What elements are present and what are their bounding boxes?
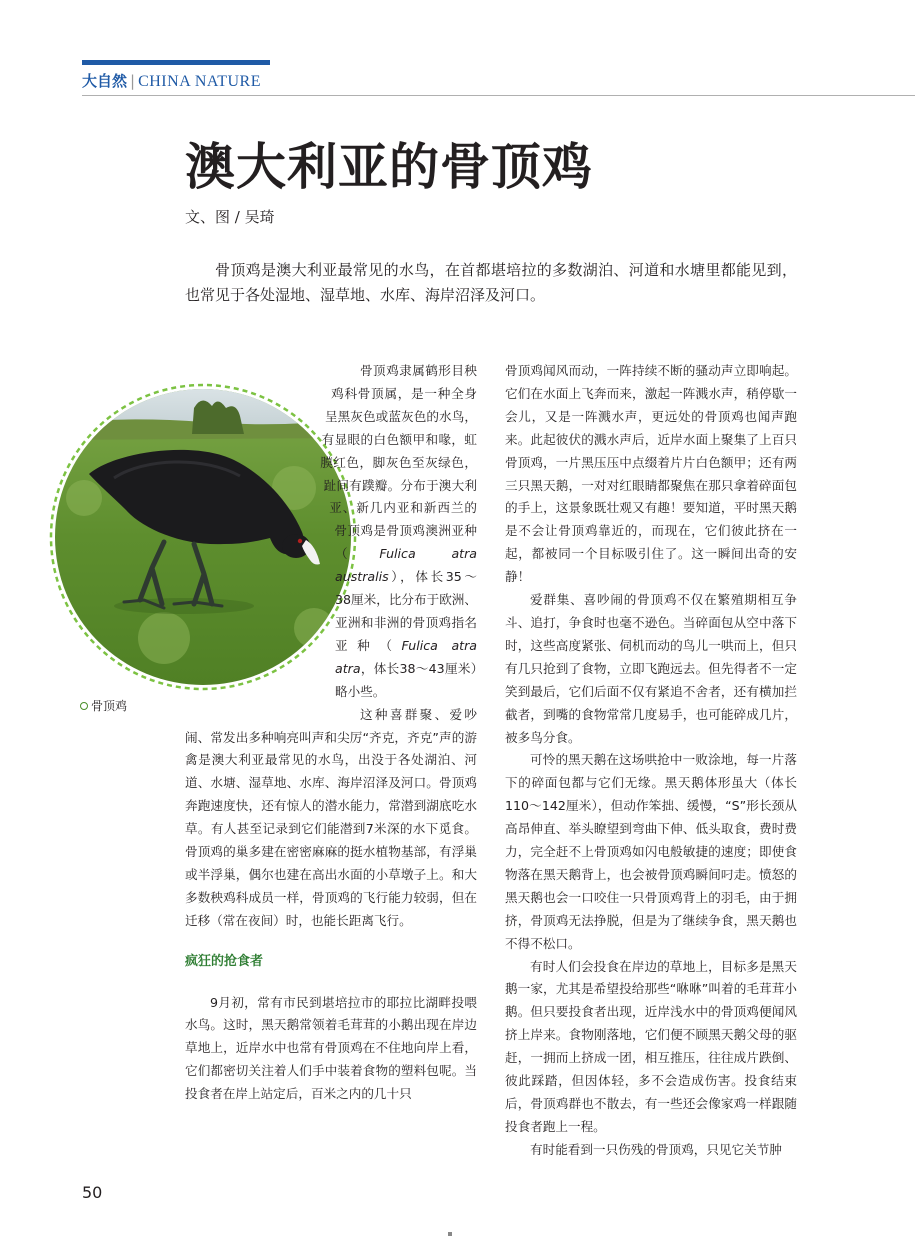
page-number: 50 — [82, 1183, 103, 1202]
caption-text: 骨顶鸡 — [91, 699, 128, 713]
photo-wrap-space — [185, 360, 335, 725]
right-paragraph-4: 有时人们会投食在岸边的草地上，目标多是黑天鹅一家，尤其是希望投给那些“咻咻”叫着的毛茸茸小鹅。但只要投食者出现，近岸浅水中的骨顶鸡便闻风挤上岸来。食物刚落地，它们便不顾黑天鹅父母的驱赶，一拥而上挤成一团，相互推压，往往成片跌倒、彼此踩踏，但因体轻，多不会造成伤害。投食结束后，骨顶鸡群也不散去，有一些还会像家鸡一样跟随投食者跑上一程。 — [505, 958, 797, 1134]
left-column — [185, 360, 477, 1106]
section-name-zh: 大自然 — [82, 72, 128, 90]
article-title: 澳大利亚的骨顶鸡 — [185, 138, 593, 196]
right-paragraph-5: 有时能看到一只伤残的骨顶鸡，只见它关节肿 — [530, 1141, 782, 1157]
right-paragraph-3: 可怜的黑天鹅在这场哄抢中一败涂地，每一片落下的碎面包都与它们无缘。黑天鹅体形虽大（体长110～142厘米），但动作笨拙、缓慢，“S”形长颈从高昂伸直、举头瞭望到弯曲下伸、低头取食，费时费力，完全赶不上骨顶鸡如闪电般敏捷的速度；即使食物落在黑天鹅背上，也会被骨顶鸡瞬间叼走。愤怒的黑天鹅也会一口咬住一只骨顶鸡背上的羽毛，由于拥挤，骨顶鸡无法挣脱，但是为了继续争食，黑天鹅也不得不松口。 — [505, 752, 797, 951]
section-heading: 疯狂的抢食者 — [185, 953, 264, 969]
caption-bullet-icon — [80, 702, 88, 710]
center-mark — [448, 1232, 452, 1236]
section-header — [82, 70, 261, 93]
article-intro: 骨顶鸡是澳大利亚最常见的水鸟，在首都堪培拉的多数湖泊、河道和水塘里都能见到，也常见于各处湿地、湿草地、水库、海岸沼泽及河口。 — [185, 261, 797, 304]
photo-caption — [80, 698, 127, 714]
right-column — [505, 360, 797, 1162]
left-paragraph-2: 这种喜群聚、爱吵闹、常发出多种响亮叫声和尖厉“齐克，齐克”声的游禽是澳大利亚最常见的水鸟，出没于各处湖泊、河道、水塘、湿草地、水库、海岸沼泽及河口。骨顶鸡奔跑速度快，还有惊人的潜水能力，常潜到湖底吃水草。有人甚至记录到它们能潜到7米深的水下觅食。骨顶鸡的巢多建在密密麻麻的挺水植物基部，有浮巢或半浮巢，偶尔也建在高出水面的小草墩子上。和大多数秧鸡科成员一样，骨顶鸡的飞行能力较弱，但在迁移（常在夜间）时，也能长距离飞行。 — [185, 706, 477, 928]
header-separator: | — [130, 72, 136, 90]
article-byline: 文、图 / 吴琦 — [185, 208, 275, 226]
header-rule — [82, 95, 915, 96]
section-name-en: CHINA NATURE — [138, 73, 261, 90]
right-paragraph-2: 爱群集、喜吵闹的骨顶鸡不仅在繁殖期相互争斗、追打，争食时也毫不逊色。当碎面包从空中落下时，这些高度紧张、伺机而动的鸟儿一哄而上，但只有几只抢到了食物，立即飞跑远去。但先得者不一定笑到最后，它们后面不仅有紧追不舍者，还有横加拦截者，到嘴的食物常常几度易手，也可能碎成几片，被多鸟分食。 — [505, 592, 797, 745]
header-accent-bar — [82, 60, 270, 65]
left-paragraph-3: 9月初，常有市民到堪培拉市的耶拉比湖畔投喂水鸟。这时，黑天鹅常领着毛茸茸的小鹅出现在岸边草地上，近岸水中也常有骨顶鸡在不住地向岸上看，它们都密切关注着人们手中装着食物的塑料包呢。当投食者在岸上站定后，百米之内的几十只 — [185, 994, 477, 1102]
subspecies-name-atra: Fulica atra atra — [335, 637, 477, 676]
subspecies-name-australis: Fulica atra australis — [335, 546, 477, 585]
left-paragraph-1: 骨顶鸡隶属鹤形目秧鸡科骨顶属，是一种全身呈黑灰色或蓝灰色的水鸟，有显眼的白色额甲和喙，虹膜红色，脚灰色至灰绿色，趾间有蹼瓣。分布于澳大利亚、新几内亚和新西兰的骨顶鸡是骨顶鸡澳洲亚种（Fulica atra australis），体长35～38厘米，比分布于欧洲、亚洲和非洲的骨顶鸡指名亚种（Fulica atra atra，体长38～43厘米）略小些。 — [320, 363, 477, 699]
right-paragraph-1: 骨顶鸡闻风而动，一阵持续不断的骚动声立即响起。它们在水面上飞奔而来，激起一阵溅水声，稍停歇一会儿，又是一阵溅水声，更远处的骨顶鸡也闻声跑来。此起彼伏的溅水声后，近岸水面上聚集了上百只骨顶鸡，一片黑压压中点缀着片片白色额甲；还有两三只黑天鹅，一对对红眼睛都聚焦在那只拿着碎面包的手上，这景象既壮观又有趣！要知道，平时黑天鹅是不会让骨顶鸡靠近的，而现在，它们彼此挤在一起，都被同一个目标吸引住了。这一瞬间出奇的安静！ — [505, 363, 797, 585]
